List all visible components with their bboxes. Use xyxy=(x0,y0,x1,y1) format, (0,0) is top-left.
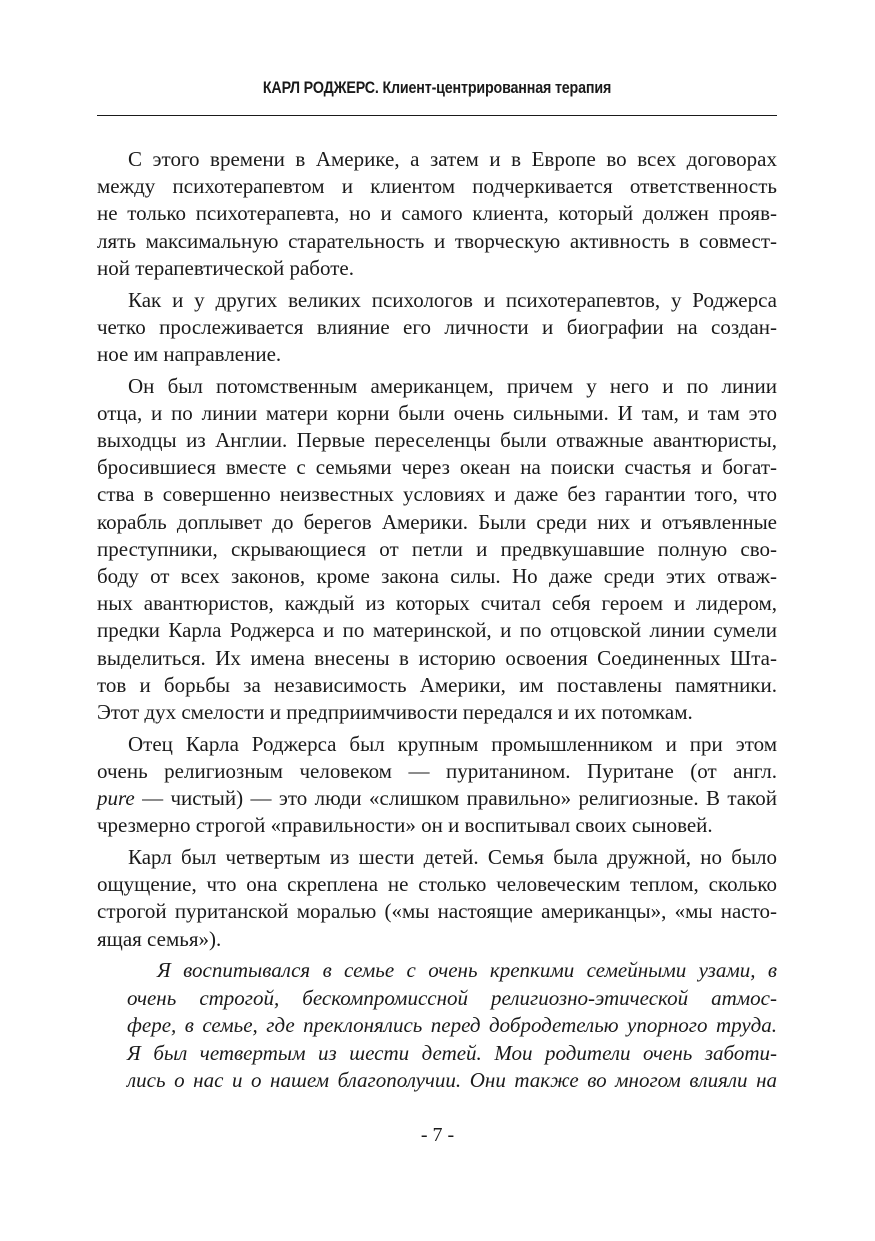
text-line: ной терапевтической работе. xyxy=(97,255,354,280)
text-line: выделиться. Их имена внесены в историю освоения Соединенных Шта- xyxy=(97,645,777,670)
text-line: лять максимальную старательность и творческую активность в совмест- xyxy=(97,228,777,253)
text-line: ства в совершенно неизвестных условиях и даже без гарантии того, что xyxy=(97,482,777,507)
text-line: отца, и по линии матери корни были очень сильными. И там, и там это xyxy=(97,400,777,425)
quote-line: Я был четвертым из шести детей. Мои родители очень заботи- xyxy=(127,1040,777,1065)
running-head: КАРЛ РОДЖЕРС. Клиент-центрированная терапия xyxy=(262,78,612,97)
text-line: выходцы из Англии. Первые переселенцы были отважные авантюристы, xyxy=(97,428,777,453)
text-line xyxy=(97,785,777,812)
paragraph-1 xyxy=(97,146,777,282)
italic-word: pure xyxy=(97,786,135,811)
page-number: - 7 - xyxy=(420,1124,455,1146)
text-line: тов и борьбы за независимость Америки, им поставлены памятники. xyxy=(97,672,777,697)
text-line: ное им направление. xyxy=(97,341,282,366)
text-line: Этот дух смелости и предприимчивости передался и их потомкам. xyxy=(97,700,693,725)
quote-line: фере, в семье, где преклонялись перед добродетелью упорного труда. xyxy=(127,1013,777,1037)
text-line: не только психотерапевта, но и самого клиента, который должен прояв- xyxy=(97,201,777,226)
text-line: С этого времени в Америке, а затем и в Европе во всех договорах xyxy=(128,147,777,171)
text-line: Он был потомственным американцем, причем у него и по линии xyxy=(128,373,777,398)
text-line: четко прослеживается влияние его личности и биографии на создан- xyxy=(97,314,777,339)
text-line: чрезмерно строгой «правильности» он и воспитывал своих сыновей. xyxy=(97,813,713,838)
paragraph-5 xyxy=(97,844,777,953)
text-line: корабль доплывет до берегов Америки. Были среди них и отъявленные xyxy=(97,509,777,534)
text-line: бросившиеся вместе с семьями через океан на поиски счастья и богат- xyxy=(97,455,777,480)
text-line: Карл был четвертым из шести детей. Семья была дружной, но было xyxy=(128,845,777,870)
text-line: ощущение, что она скреплена не столько человеческим теплом, сколько xyxy=(97,872,777,897)
text-line: строгой пуританской моралью («мы настоящие американцы», «мы насто- xyxy=(97,899,777,924)
quote-line: Я воспитывался в семье с очень крепкими семейными узами, в xyxy=(157,958,777,982)
text-line: преступники, скрывающиеся от петли и предвкушавшие полную сво- xyxy=(97,536,777,561)
text-fragment: — чистый) — это люди «слишком правильно» религиозные. В такой xyxy=(134,786,777,811)
text-line: между психотерапевтом и клиентом подчеркивается ответственность xyxy=(97,174,777,199)
paragraph-3 xyxy=(97,373,777,727)
header-rule xyxy=(97,115,777,116)
body-text xyxy=(97,146,777,957)
text-line: ящая семья»). xyxy=(97,926,222,951)
paragraph-4 xyxy=(97,731,777,840)
block-quote xyxy=(127,957,777,1095)
paragraph-2 xyxy=(97,287,777,369)
text-line: Отец Карла Роджерса был крупным промышленником и при этом xyxy=(128,731,777,756)
quote-line: лись о нас и о нашем благополучии. Они также во многом влияли на xyxy=(127,1068,777,1092)
text-line: боду от всех законов, кроме закона силы. Но даже среди этих отваж- xyxy=(97,564,777,589)
text-line: ных авантюристов, каждый из которых считал себя героем и лидером, xyxy=(97,591,777,616)
text-line: Как и у других великих психологов и психотерапевтов, у Роджерса xyxy=(128,287,777,312)
text-line: предки Карла Роджерса и по материнской, и по отцовской линии сумели xyxy=(97,618,777,643)
text-line: очень религиозным человеком — пуританином. Пуритане (от англ. xyxy=(97,758,777,783)
quote-line: очень строгой, бескомпромиссной религиозно-этической атмос- xyxy=(127,985,777,1010)
